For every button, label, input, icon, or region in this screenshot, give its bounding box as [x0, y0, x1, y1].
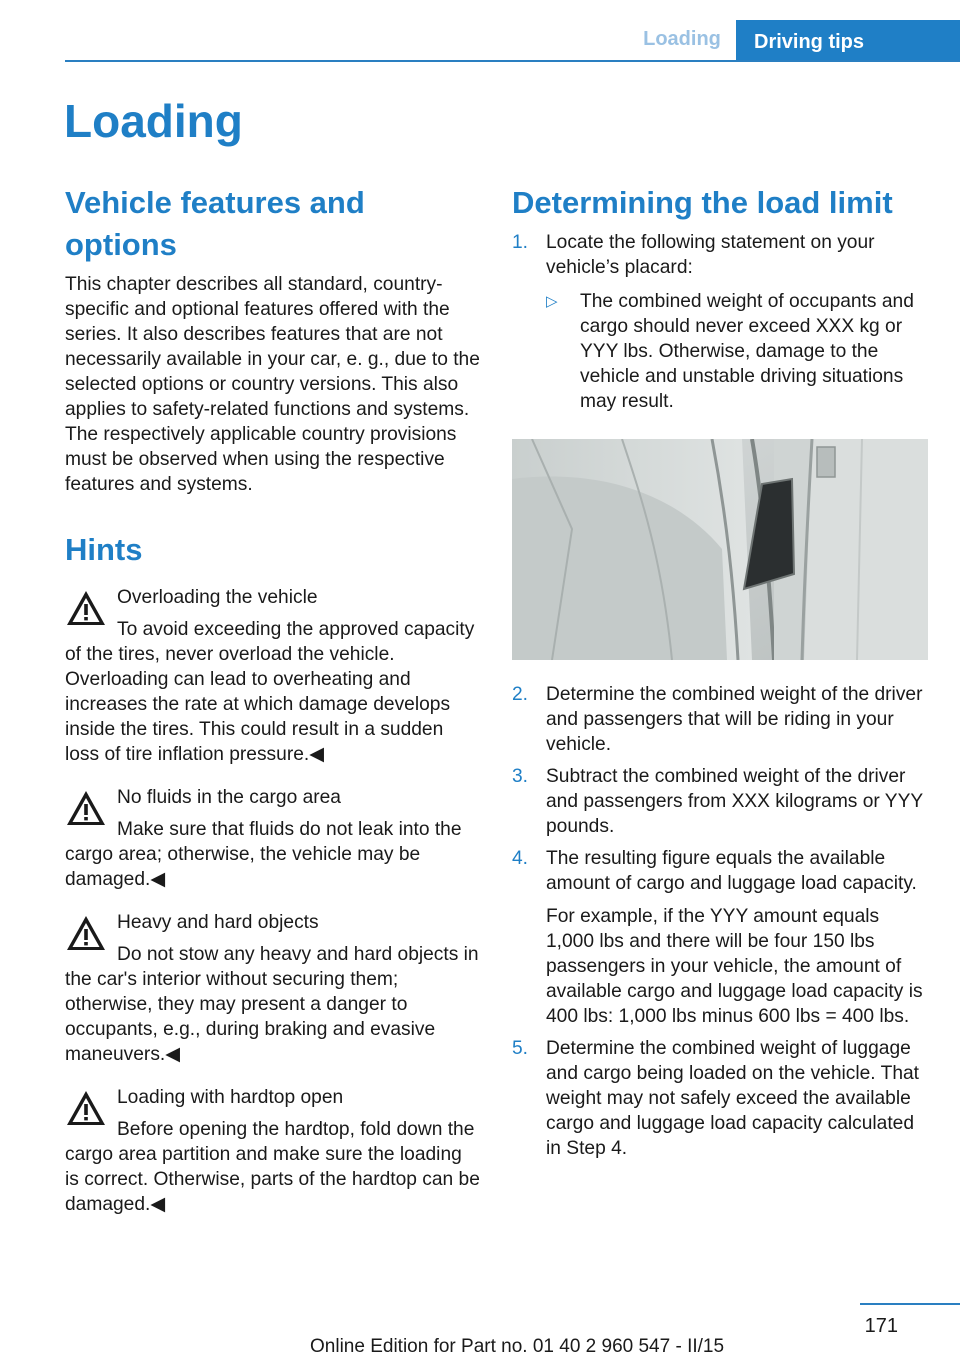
list-item	[512, 764, 928, 839]
warning-heading: Loading with hardtop open	[117, 1087, 344, 1108]
header-tab-driving-tips[interactable]: Driving tips	[736, 20, 960, 60]
list-item	[512, 1036, 928, 1161]
step-number: 1.	[512, 232, 529, 253]
placard-location-figure	[512, 439, 928, 660]
steps-list	[512, 230, 928, 414]
warning-heavy-objects	[65, 910, 480, 1067]
warning-body: Do not stow any heavy and hard objects in the car's interior without securing them; otherwise, they may present a danger to occupants, e.g., during braking and evasive maneuvers.◀	[65, 944, 479, 1065]
step-example: For example, if the YYY amount equals 1,000 lbs and there will be four 150 lbs passengers in your vehicle, the amount of available cargo and luggage load capacity is 400 lbs: 1,000 lbs minus 600 lbs = 400 lbs.	[546, 906, 923, 1027]
warning-heading: No fluids in the cargo area	[117, 787, 341, 808]
warning-overloading	[65, 585, 480, 767]
warning-heading: Overloading the vehicle	[117, 587, 318, 608]
step-number: 4.	[512, 848, 529, 869]
step-number: 2.	[512, 684, 529, 705]
warning-triangle-icon	[65, 914, 107, 952]
list-item	[512, 682, 928, 757]
step-number: 5.	[512, 1038, 529, 1059]
step-text: Determine the combined weight of luggage and cargo being loaded on the vehicle. That weight may not safely exceed the available cargo and luggage load capacity calculated in Step 4.	[546, 1038, 920, 1159]
step-text: Locate the following statement on your vehicle’s placard:	[546, 232, 875, 278]
page-title: Loading	[64, 95, 243, 147]
warning-triangle-icon	[65, 789, 107, 827]
list-item	[512, 230, 928, 414]
warning-heading: Heavy and hard objects	[117, 912, 319, 933]
sub-item	[546, 289, 928, 414]
intro-paragraph: This chapter describes all standard, country-specific and optional features offered with the series. It also describes features that are not necessarily available in your car, e. g., due to the selected options or country versions. This also applies to safety-related functions and systems. The respectively applicable country provisions must be observed when using the respective features and systems.	[65, 274, 480, 495]
sub-item-text: The combined weight of occupants and cargo should never exceed XXX kg or YYY lbs. Otherwise, damage to the vehicle and unstable driving situations may result.	[580, 291, 914, 412]
left-column	[65, 182, 480, 1217]
edition-footer: Online Edition for Part no. 01 40 2 960 547 - II/15	[310, 1336, 725, 1357]
step-number: 3.	[512, 766, 529, 787]
list-item	[512, 846, 928, 1029]
warning-triangle-icon	[65, 589, 107, 627]
triangle-bullet-icon: ▷	[546, 293, 558, 310]
warning-no-fluids	[65, 785, 480, 892]
warning-body: Make sure that fluids do not leak into the cargo area; otherwise, the vehicle may be damaged.◀	[65, 819, 462, 890]
warning-body: Before opening the hardtop, fold down the cargo area partition and make sure the loading is correct. Otherwise, parts of the hardtop can be damaged.◀	[65, 1119, 480, 1215]
warning-hardtop-open	[65, 1085, 480, 1217]
warning-body: To avoid exceeding the approved capacity of the tires, never overload the vehicle. Overloading can lead to overheating and increases the rate at which damage develops inside the tires. This could result in a sudden loss of tire inflation pressure.◀	[65, 619, 475, 765]
footer-divider	[860, 1303, 960, 1305]
section-title-hints: Hints	[65, 532, 143, 567]
warning-triangle-icon	[65, 1089, 107, 1127]
step-text: The resulting figure equals the available amount of cargo and luggage load capacity.	[546, 848, 917, 894]
section-title-vehicle-features: Vehicle features and options	[65, 185, 365, 262]
page-number: 171	[864, 1315, 898, 1337]
header-tab-loading[interactable]: Loading	[643, 28, 721, 50]
step-text: Subtract the combined weight of the driver and passengers from XXX kilograms or YYY pounds.	[546, 766, 923, 837]
steps-list-continued	[512, 682, 928, 1161]
step-text: Determine the combined weight of the driver and passengers that will be riding in your vehicle.	[546, 684, 923, 755]
section-title-load-limit: Determining the load limit	[512, 185, 893, 220]
right-column	[512, 182, 928, 1168]
header-divider	[65, 60, 960, 62]
